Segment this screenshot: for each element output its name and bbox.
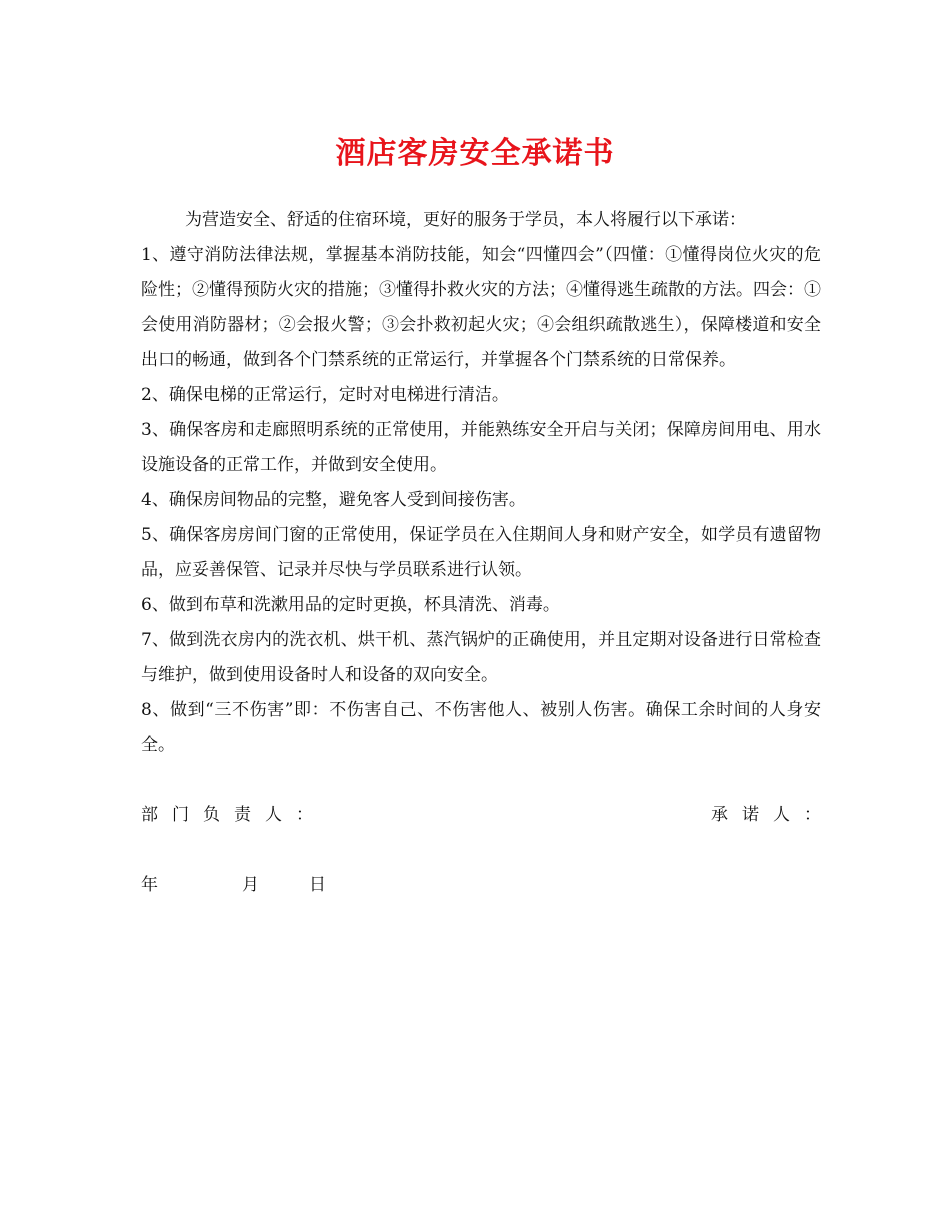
date-day-label: 日 [309, 875, 326, 895]
commitment-item-4: 4、确保房间物品的完整，避免客人受到间接伤害。 [141, 490, 526, 510]
commitment-item-5: 5、确保客房房间门窗的正常使用，保证学员在入住期间人身和财产安全，如学员有遗留物品，应妥善保管、记录并尽快与学员联系进行认领。 [141, 525, 821, 580]
commitment-item-6: 6、做到布草和洗漱用品的定时更换，杯具清洗、消毒。 [141, 595, 560, 615]
dept-head-signature-label: 部门负责人： [141, 805, 327, 825]
promiser-signature-label: 承诺人： [711, 805, 835, 825]
commitment-item-3: 3、确保客房和走廊照明系统的正常使用，并能熟练安全开启与关闭；保障房间用电、用水设施设备的正常工作，并做到安全使用。 [141, 420, 821, 475]
document-body [141, 203, 821, 763]
commitment-item-7: 7、做到洗衣房内的洗衣机、烘干机、蒸汽锅炉的正确使用，并且定期对设备进行日常检查与维护，做到使用设备时人和设备的双向安全。 [141, 630, 821, 685]
date-year-label: 年 [141, 875, 158, 895]
intro-paragraph: 为营造安全、舒适的住宿环境，更好的服务于学员，本人将履行以下承诺： [185, 210, 746, 230]
commitment-item-8: 8、做到“三不伤害”即：不伤害自己、不伤害他人、被别人伤害。确保工余时间的人身安全。 [141, 700, 821, 755]
date-month-label: 月 [242, 875, 259, 895]
document-title: 酒店客房安全承诺书 [335, 136, 615, 171]
commitment-item-1: 1、遵守消防法律法规，掌握基本消防技能，知会“四懂四会”（四懂：①懂得岗位火灾的危险性；②懂得预防火灾的措施；③懂得扑救火灾的方法；④懂得逃生疏散的方法。四会：①会使用消防器材；②会报火警；③会扑救初起火灾；④会组织疏散逃生），保障楼道和安全出口的畅通，做到各个门禁系统的正常运行，并掌握各个门禁系统的日常保养。 [141, 245, 821, 370]
commitment-item-2: 2、确保电梯的正常运行，定时对电梯进行清洁。 [141, 385, 509, 405]
signature-row [141, 800, 835, 830]
